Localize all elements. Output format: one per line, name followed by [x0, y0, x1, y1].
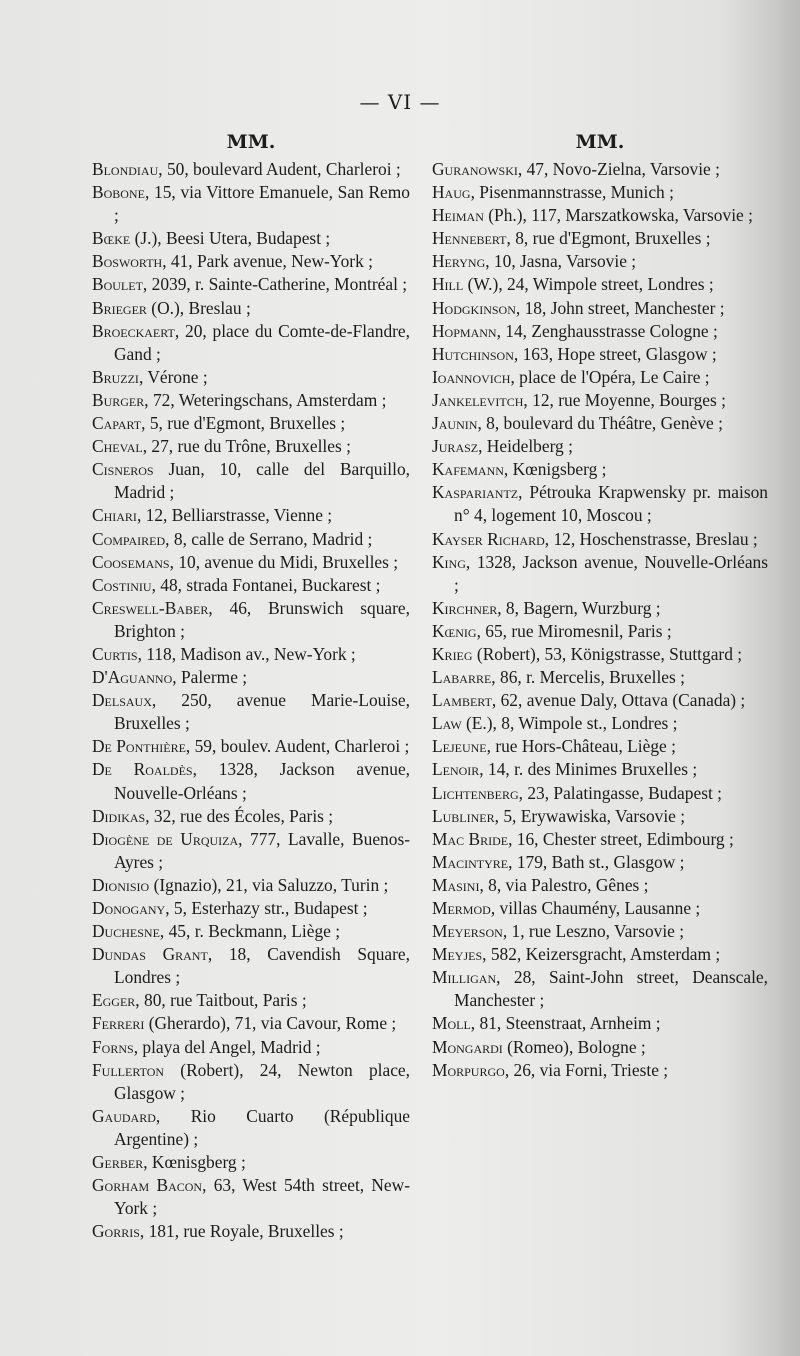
member-address: , 65, rue Miromesnil, Paris ; [476, 620, 672, 641]
member-entry [432, 273, 768, 296]
member-entry [432, 1012, 768, 1035]
member-entry [432, 343, 768, 366]
member-name: Gorham Bacon [92, 1175, 203, 1196]
member-name: Lambert [432, 690, 492, 711]
member-entry [92, 758, 410, 804]
member-entry [432, 712, 768, 735]
member-name: Hodgkinson [432, 297, 516, 318]
member-entry [92, 643, 410, 666]
member-entry [432, 1059, 768, 1082]
member-name: Delsaux [92, 690, 152, 711]
member-address: , 47, Novo-Zielna, Varsovie ; [517, 159, 720, 179]
member-name: Morpurgo [432, 1059, 505, 1080]
member-name: Mermod [432, 898, 491, 918]
member-name: Coosemans [92, 551, 170, 572]
member-address: , 50, boulevard Audent, Charleroi ; [158, 159, 401, 179]
member-entry [92, 1174, 410, 1220]
member-entry [92, 689, 410, 735]
member-entry [92, 1059, 410, 1105]
member-address: , Vérone ; [138, 366, 208, 387]
member-entry [432, 458, 768, 481]
member-address: , 86, r. Mercelis, Bruxelles ; [491, 667, 685, 688]
member-name: Moll [432, 1013, 471, 1034]
member-address: , 14, Zenghausstrasse Cologne ; [496, 320, 718, 341]
member-address: , 20, place du Comte-de-Flandre, Gand ; [114, 320, 410, 364]
member-name: Hill [432, 274, 464, 295]
member-entry [432, 828, 768, 851]
member-name: Ioannovich [432, 366, 511, 387]
left-entry-list [92, 158, 410, 1243]
member-name: Donogany [92, 898, 166, 918]
member-address: (Romeo), Bologne ; [502, 1036, 646, 1057]
member-entry [432, 412, 768, 435]
member-address: , 5, Erywawiska, Varsovie ; [494, 805, 686, 826]
member-entry [432, 851, 768, 874]
member-entry [92, 574, 410, 597]
member-name: Broeckaert [92, 320, 175, 341]
member-entry [432, 181, 768, 204]
member-address: , Palerme ; [172, 667, 248, 688]
member-name: Blondiau [92, 159, 159, 179]
member-address: , 179, Bath st., Glasgow ; [508, 851, 685, 872]
member-name: Curtis [92, 643, 138, 664]
member-entry [92, 828, 410, 874]
member-entry [92, 504, 410, 527]
member-entry [432, 250, 768, 273]
member-entry [432, 158, 768, 181]
member-address: , Heidelberg ; [478, 436, 573, 457]
member-address: , 14, r. des Minimes Bruxelles ; [479, 759, 698, 780]
member-entry [92, 435, 410, 458]
member-entry [92, 666, 410, 689]
member-name: Law [432, 713, 462, 734]
member-address: , 46, Brunswich square, Brighton ; [114, 597, 410, 641]
member-entry [432, 874, 768, 897]
member-name: Hennebert [432, 228, 507, 249]
member-address: , 1, rue Leszno, Varsovie ; [502, 921, 685, 942]
member-name: Meyjes [432, 944, 483, 965]
member-name: Kœnig [432, 620, 477, 641]
member-name: Bruzzi [92, 366, 139, 387]
member-name: Burger [92, 389, 145, 410]
member-name: Fullerton [92, 1059, 165, 1080]
member-name: Didikas [92, 805, 146, 826]
member-address: , 2039, r. Sainte-Catherine, Montréal ; [142, 274, 408, 295]
member-entry [92, 158, 410, 181]
member-address: , 16, Chester street, Edimbourg ; [508, 828, 734, 849]
member-name: Mac Bride [432, 828, 509, 849]
member-name: Kaspariantz [432, 482, 519, 503]
member-address: , Rio Cuarto (République Argentine) ; [114, 1105, 410, 1149]
member-name: Krieg [432, 643, 473, 664]
member-address: (W.), 24, Wimpole street, Londres ; [463, 274, 714, 295]
member-address: , 8, via Palestro, Gênes ; [479, 874, 649, 895]
member-entry [92, 389, 410, 412]
member-name: Bosworth [92, 251, 163, 272]
member-name: Gerber [92, 1152, 144, 1173]
member-address: , place de l'Opéra, Le Caire ; [510, 366, 710, 387]
member-entry [92, 528, 410, 551]
member-entry [92, 1220, 410, 1243]
left-column [92, 128, 410, 1243]
member-entry [432, 227, 768, 250]
member-entry [92, 1151, 410, 1174]
member-entry [432, 481, 768, 527]
member-name: Cheval [92, 436, 143, 457]
right-column-heading: MM. [575, 131, 625, 153]
member-entry [432, 1036, 768, 1059]
member-address: , 12, Hoschenstrasse, Breslau ; [544, 528, 758, 549]
member-entry [432, 666, 768, 689]
member-address: , 5, rue d'Egmont, Bruxelles ; [141, 413, 346, 434]
member-entry [432, 966, 768, 1012]
member-address: , 23, Palatingasse, Budapest ; [518, 782, 722, 803]
member-name: Bœke [92, 228, 131, 249]
member-name: Hopmann [432, 320, 497, 341]
member-address: , 1328, Jackson avenue, Nouvelle-Orléans ; [114, 759, 411, 803]
member-address: , 28, Saint-John street, Deanscale, Manchester ; [454, 967, 768, 1011]
member-name: Ferreri [92, 1013, 145, 1034]
member-name: De Ponthière [92, 736, 186, 757]
member-name: Heryng [432, 251, 486, 272]
member-entry [432, 204, 768, 227]
member-name: Dionisio [92, 874, 150, 895]
member-name: Jankelevitch [432, 389, 524, 410]
member-name: Jurasz [432, 436, 479, 457]
member-address: , playa del Angel, Madrid ; [133, 1036, 321, 1057]
left-column-heading: MM. [226, 131, 276, 153]
member-name: Brieger [92, 297, 147, 318]
member-entry [432, 758, 768, 781]
member-name: Boulet [92, 274, 143, 295]
member-address: , 27, rue du Trône, Bruxelles ; [142, 436, 351, 457]
member-name: Hutchinson [432, 343, 514, 364]
member-entry [92, 735, 410, 758]
member-address: , 81, Steenstraat, Arnheim ; [470, 1013, 661, 1034]
member-address: , 250, avenue Marie-Louise, Bruxelles ; [114, 690, 410, 734]
member-address: , 5, Esterhazy str., Budapest ; [165, 898, 368, 918]
member-name: Costiniu [92, 574, 152, 595]
member-entry [432, 551, 768, 597]
member-address: , Pétrouka Krapwensky pr. maison n° 4, logement 10, Moscou ; [454, 482, 768, 526]
member-address: , 10, avenue du Midi, Bruxelles ; [169, 551, 399, 572]
member-name: Chiari [92, 505, 137, 526]
member-name: Kirchner [432, 597, 498, 618]
right-entry-list [432, 158, 768, 1082]
member-address: , 1328, Jackson avenue, Nouvelle-Orléans ; [454, 551, 768, 595]
page-number: — VI — [359, 90, 441, 114]
member-address: , 18, John street, Manchester ; [515, 297, 725, 318]
member-address: Juan, 10, calle del Barquillo, Madrid ; [114, 459, 410, 503]
member-entry [92, 297, 410, 320]
member-name: Jaunin [432, 413, 478, 434]
member-address: (O.), Breslau ; [146, 297, 251, 318]
member-address: (Ph.), 117, Marszatkowska, Varsovie ; [483, 205, 753, 226]
member-entry [432, 689, 768, 712]
member-address: , 163, Hope street, Glasgow ; [513, 343, 717, 364]
member-entry [432, 597, 768, 620]
member-entry [92, 458, 410, 504]
member-entry [92, 943, 410, 989]
member-address: , 32, rue des Écoles, Paris ; [145, 805, 334, 826]
member-entry [432, 528, 768, 551]
member-name: Kayser Richard [432, 528, 545, 549]
member-address: , 59, boulev. Audent, Charleroi ; [185, 736, 410, 757]
member-name: Creswell-Baber [92, 597, 209, 618]
member-name: Lejeune [432, 736, 487, 757]
member-entry [432, 735, 768, 758]
member-entry [432, 435, 768, 458]
member-address: , 48, strada Fontanei, Buckarest ; [151, 574, 381, 595]
member-name: Meyerson [432, 921, 503, 942]
member-name: D'Aguanno [92, 667, 173, 688]
member-address: (Robert), 24, Newton place, Glasgow ; [114, 1059, 410, 1103]
member-entry [432, 643, 768, 666]
member-address: , 15, via Vittore Emanuele, San Remo ; [114, 182, 410, 226]
member-name: Macintyre [432, 851, 509, 872]
member-entry [432, 620, 768, 643]
member-entry [432, 943, 768, 966]
member-address: , Kœnigsberg ; [503, 459, 607, 480]
member-address: , 26, via Forni, Trieste ; [504, 1059, 669, 1080]
member-entry [92, 597, 410, 643]
member-name: Lubliner [432, 805, 495, 826]
member-entry [432, 320, 768, 343]
member-name: Gaudard [92, 1105, 156, 1126]
member-entry [92, 1012, 410, 1035]
member-address: , 45, r. Beckmann, Liège ; [159, 921, 341, 942]
member-address: , 72, Weteringschans, Amsterdam ; [144, 389, 387, 410]
member-entry [432, 920, 768, 943]
member-name: Forns [92, 1036, 134, 1057]
member-entry [92, 273, 410, 296]
member-name: Egger [92, 990, 136, 1011]
member-entry [432, 782, 768, 805]
member-name: Milligan [432, 967, 497, 988]
member-name: De Roaldès [92, 759, 193, 780]
member-address: , 10, Jasna, Varsovie ; [485, 251, 637, 272]
member-entry [92, 366, 410, 389]
member-entry [432, 389, 768, 412]
member-name: Masini [432, 874, 480, 895]
member-address: , 41, Park avenue, New-York ; [162, 251, 373, 272]
member-address: , 80, rue Taitbout, Paris ; [135, 990, 307, 1011]
member-entry [92, 989, 410, 1012]
member-address: , 118, Madison av., New-York ; [137, 643, 356, 664]
member-entry [92, 897, 410, 920]
member-address: , 8, Bagern, Wurzburg ; [497, 597, 661, 618]
member-address: (E.), 8, Wimpole st., Londres ; [461, 713, 678, 734]
member-name: Bobone [92, 182, 145, 203]
member-address: , 582, Keizersgracht, Amsterdam ; [482, 944, 721, 965]
member-address: , 8, boulevard du Théâtre, Genève ; [477, 413, 723, 434]
member-address: , villas Chaumény, Lausanne ; [490, 898, 701, 918]
member-address: , Kœnisgberg ; [143, 1152, 246, 1173]
member-name: Labarre [432, 667, 492, 688]
member-entry [92, 1105, 410, 1151]
member-entry [92, 920, 410, 943]
member-name: Diogène de Urquiza [92, 828, 239, 849]
member-name: Compaired [92, 528, 166, 549]
member-name: Cisneros [92, 459, 154, 480]
member-name: Lenoir [432, 759, 480, 780]
member-address: , 63, West 54th street, New-York ; [114, 1175, 411, 1219]
member-address: , 62, avenue Daly, Ottava (Canada) ; [491, 690, 746, 711]
member-entry [432, 366, 768, 389]
member-address: , 12, rue Moyenne, Bourges ; [523, 389, 726, 410]
member-entry [92, 227, 410, 250]
member-name: Duchesne [92, 921, 160, 942]
member-entry [432, 297, 768, 320]
member-entry [92, 1036, 410, 1059]
member-address: , 8, calle de Serrano, Madrid ; [165, 528, 373, 549]
member-name: Heiman [432, 205, 484, 226]
member-entry [92, 250, 410, 273]
member-entry [92, 181, 410, 227]
member-address: , 12, Belliarstrasse, Vienne ; [136, 505, 333, 526]
member-entry [92, 320, 410, 366]
member-entry [92, 874, 410, 897]
member-name: Capart [92, 413, 142, 434]
member-address: , 8, rue d'Egmont, Bruxelles ; [506, 228, 711, 249]
member-entry [92, 551, 410, 574]
member-entry [432, 897, 768, 920]
member-entry [432, 805, 768, 828]
member-name: Mongardi [432, 1036, 503, 1057]
member-address: (J.), Beesi Utera, Budapest ; [130, 228, 331, 249]
member-address: , 777, Lavalle, Buenos-Ayres ; [114, 828, 410, 872]
member-address: , 18, Cavendish Square, Londres ; [114, 944, 410, 988]
right-column [432, 128, 768, 1082]
member-name: King [432, 551, 466, 572]
member-name: Gorris [92, 1221, 140, 1242]
member-address: (Ignazio), 21, via Saluzzo, Turin ; [149, 874, 389, 895]
member-address: (Gherardo), 71, via Cavour, Rome ; [144, 1013, 397, 1034]
member-name: Guranowski [432, 159, 518, 179]
member-entry [92, 805, 410, 828]
member-address: , Pisenmannstrasse, Munich ; [470, 182, 674, 203]
member-name: Lichtenberg [432, 782, 519, 803]
member-name: Kafemann [432, 459, 504, 480]
member-name: Dundas Grant [92, 944, 208, 965]
member-address: , rue Hors-Château, Liège ; [486, 736, 676, 757]
member-address: , 181, rue Royale, Bruxelles ; [139, 1221, 344, 1242]
member-address: (Robert), 53, Königstrasse, Stuttgard ; [472, 643, 743, 664]
member-entry [92, 412, 410, 435]
member-name: Haug [432, 182, 471, 203]
